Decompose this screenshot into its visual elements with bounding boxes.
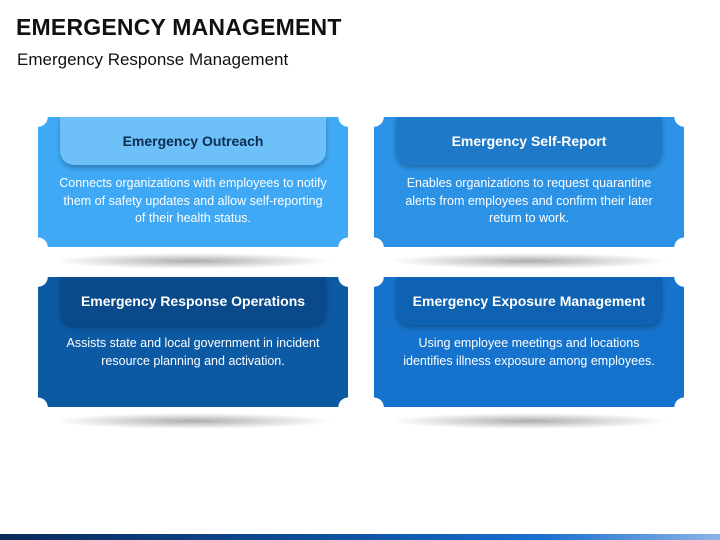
card-heading: Emergency Self-Report [396,117,662,165]
footer-gradient-bar [0,534,720,540]
card-shadow [388,413,670,429]
slide-subtitle: Emergency Response Management [17,50,289,69]
card-description: Connects organizations with employees to notify them of safety updates and allow self-reporting of their health status. [59,176,327,225]
card-shadow [52,413,334,429]
card-description: Enables organizations to request quarantine alerts from employees and confirm their later return to work. [405,176,653,225]
card-emergency-self-report [374,117,684,257]
slide-title: EMERGENCY MANAGEMENT [16,14,342,40]
card-description: Using employee meetings and locations identifies illness exposure among employees. [403,336,655,368]
card-emergency-response-operations [38,277,348,417]
card-heading: Emergency Exposure Management [396,277,662,325]
card-emergency-exposure-management [374,277,684,417]
card-shadow [388,253,670,269]
card-heading: Emergency Outreach [60,117,326,165]
card-heading: Emergency Response Operations [60,277,326,325]
card-emergency-outreach [38,117,348,257]
card-description: Assists state and local government in incident resource planning and activation. [66,336,320,368]
card-shadow [52,253,334,269]
